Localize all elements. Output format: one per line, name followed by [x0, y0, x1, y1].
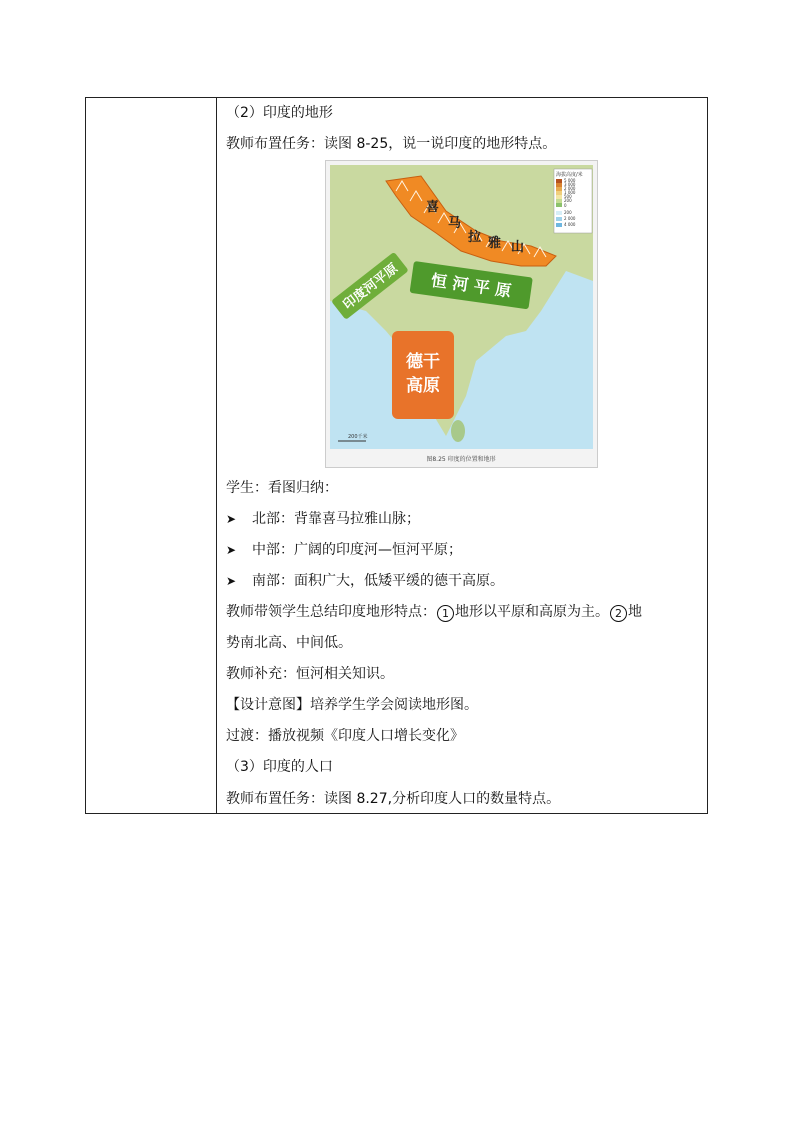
legend-value: 3 000	[564, 182, 576, 187]
deccan-label-line1: 德干	[406, 352, 440, 372]
india-terrain-map	[325, 160, 598, 468]
summary-text: 地形以平原和高原为主。	[455, 604, 609, 620]
legend-value: 0	[564, 203, 567, 208]
heading-population: （3）印度的人口	[226, 759, 333, 775]
left-column	[86, 98, 217, 813]
deccan-plateau-box	[392, 331, 454, 419]
circled-number: 1	[437, 605, 454, 622]
indus-plain-label: 印度河平原	[340, 261, 402, 313]
scale-label: 200千米	[348, 434, 368, 440]
task-population: 教师布置任务：读图 8.27,分析印度人口的数量特点。	[226, 791, 561, 807]
circled-number: 2	[610, 605, 627, 622]
map-caption: 图8.25 印度的位置和地形	[426, 456, 496, 463]
summary-text: 地	[628, 604, 642, 620]
legend-value: 4 000	[564, 222, 576, 227]
summary-text: 教师带领学生总结印度地形特点：	[226, 604, 436, 620]
mountain-label-3: 拉	[468, 230, 482, 245]
student-summary: 学生：看图归纳：	[226, 480, 338, 496]
sri-lanka-island	[451, 420, 465, 442]
legend-value: 1 000	[564, 190, 576, 195]
bullet-icon: ➤	[226, 512, 237, 526]
bullet-text: 南部：面积广大，低矮平缓的德干高原。	[252, 573, 504, 589]
bullet-icon: ➤	[226, 574, 237, 588]
bullet-icon: ➤	[226, 543, 237, 557]
design-intent: 【设计意图】培养学生学会阅读地形图。	[226, 697, 478, 713]
map-figure	[326, 161, 597, 467]
bullet-text: 中部：广阔的印度河—恒河平原；	[252, 542, 462, 558]
teacher-summary	[226, 603, 642, 622]
mountain-label-2: 马	[448, 216, 462, 231]
legend-value: 2 000	[564, 186, 576, 191]
teacher-summary-cont: 势南北高、中间低。	[226, 635, 352, 651]
mountain-label-4: 雅	[488, 236, 502, 251]
elevation-legend	[554, 169, 592, 233]
heading-terrain: （2）印度的地形	[226, 105, 333, 121]
mountain-label-1: 喜	[426, 200, 440, 215]
deccan-label-line2: 高原	[406, 376, 440, 396]
ganges-plain-label: 恒 河 平 原	[429, 270, 513, 301]
task-terrain: 教师布置任务：读图 8-25，说一说印度的地形特点。	[226, 136, 557, 152]
legend-value: 2 000	[564, 216, 576, 221]
legend-value: 5 000	[564, 178, 576, 183]
teacher-supplement: 教师补充：恒河相关知识。	[226, 666, 394, 682]
mountain-label-5: 山	[511, 240, 525, 255]
legend-value: 500	[564, 194, 572, 199]
bullet-text: 北部：背靠喜马拉雅山脉；	[252, 511, 420, 527]
legend-value: 200	[564, 198, 572, 203]
legend-title: 海拔高度/米	[556, 172, 583, 178]
transition: 过渡：播放视频《印度人口增长变化》	[226, 728, 464, 744]
legend-value: 200	[564, 210, 572, 215]
